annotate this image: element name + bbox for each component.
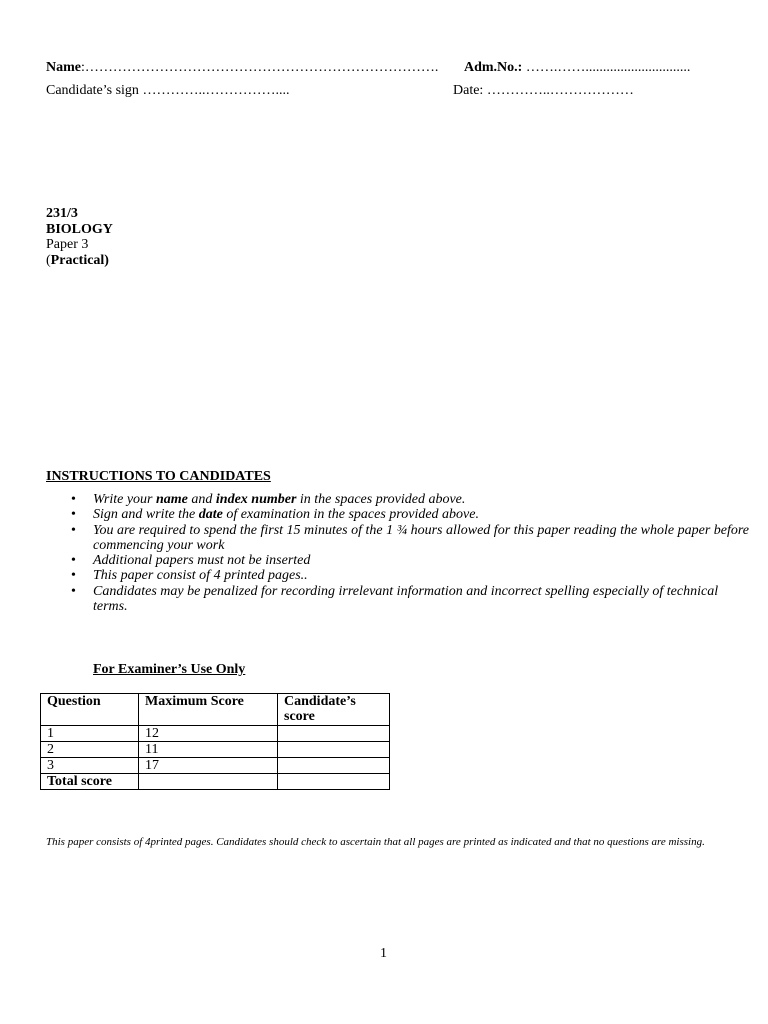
total-score-label: Total score: [41, 774, 139, 790]
list-item: • Additional papers must not be inserted: [93, 553, 753, 568]
total-score-cell[interactable]: [278, 774, 390, 790]
candidate-score-cell[interactable]: [278, 742, 390, 758]
name-dots: :………………………………………………………………….: [81, 60, 439, 75]
candidate-sign-dots: …………..……………....: [138, 83, 290, 98]
date-label: Date:: [453, 83, 484, 98]
table-row: [41, 726, 390, 742]
subject-name: BIOLOGY: [46, 221, 113, 237]
score-table: [40, 693, 390, 790]
name-label: Name: [46, 60, 81, 75]
paper-number: Paper 3: [46, 237, 89, 252]
candidate-sign-label: Candidate’s sign: [46, 83, 139, 98]
table-row: [41, 758, 390, 774]
question-cell: 1: [41, 726, 139, 742]
footer-note: This paper consists of 4printed pages. Candidates should check to ascertain that all pages are printed as indicated and that no questions are missing.: [46, 836, 705, 848]
column-header: Candidate’s score: [278, 694, 390, 726]
candidate-score-cell[interactable]: [278, 726, 390, 742]
table-row: [41, 742, 390, 758]
instructions-list: [46, 492, 753, 614]
column-header: Maximum Score: [139, 694, 278, 726]
examiner-use-title: For Examiner’s Use Only: [93, 662, 246, 677]
question-cell: 2: [41, 742, 139, 758]
paper-type: (Practical): [46, 252, 109, 268]
list-item: • Candidates may be penalized for recording irrelevant information and incorrect spelling especially of technical terms.: [93, 584, 753, 615]
column-header: Question: [41, 694, 139, 726]
list-item: • You are required to spend the first 15 minutes of the 1 ¾ hours allowed for this paper reading the whole paper before commencing your work: [93, 523, 753, 554]
list-item: • This paper consist of 4 printed pages..: [93, 568, 753, 583]
total-row: [41, 774, 390, 790]
paper-code: 231/3: [46, 206, 78, 221]
adm-no-line[interactable]: [464, 60, 690, 76]
question-cell: 3: [41, 758, 139, 774]
candidate-score-cell[interactable]: [278, 758, 390, 774]
adm-no-label: Adm.No.:: [464, 60, 523, 75]
table-header-row: [41, 694, 390, 726]
date-dots: …………..………………: [483, 83, 634, 98]
name-line[interactable]: [46, 60, 438, 76]
page-number: 1: [380, 946, 387, 961]
date-line[interactable]: [453, 83, 634, 99]
list-item: • Write your name and index number in the spaces provided above.: [93, 492, 753, 507]
total-max-cell: [139, 774, 278, 790]
max-score-cell: 12: [139, 726, 278, 742]
max-score-cell: 17: [139, 758, 278, 774]
candidate-sign-line[interactable]: [46, 83, 289, 99]
subject-block: [46, 206, 113, 268]
adm-no-dots: …….……..............................: [522, 60, 691, 75]
list-item: • Sign and write the date of examination in the spaces provided above.: [93, 507, 753, 522]
instructions-title: INSTRUCTIONS TO CANDIDATES: [46, 469, 271, 484]
max-score-cell: 11: [139, 742, 278, 758]
